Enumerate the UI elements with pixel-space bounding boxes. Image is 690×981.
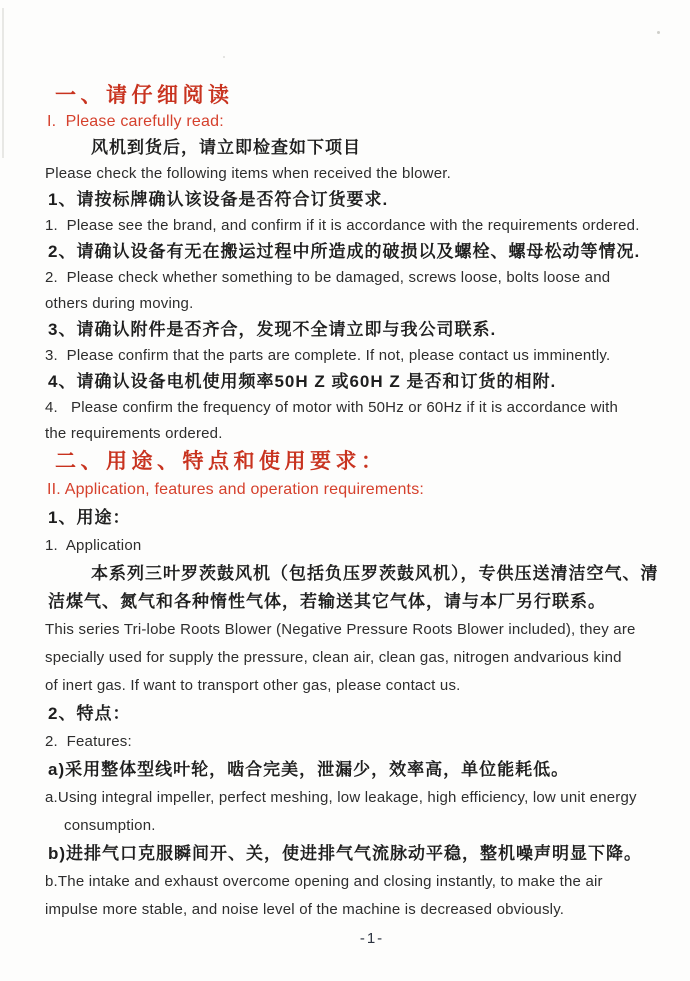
text-line-en: 1. Application <box>45 537 142 554</box>
text-line-en: 2. Please check whether something to be damaged, screws loose, bolts loose and <box>45 269 611 286</box>
text-line-en: Please check the following items when received the blower. <box>45 165 451 182</box>
text-line-cn: b)进排气口克服瞬间开、关，使进排气气流脉动平稳，整机噪声明显下降。 <box>48 844 643 863</box>
section-heading-cn: 一、请仔细阅读 <box>55 84 234 107</box>
text-line-en: This series Tri-lobe Roots Blower (Negative Pressure Roots Blower included), they are <box>45 621 636 638</box>
text-line-cn: 3、请确认附件是否齐合，发现不全请立即与我公司联系. <box>48 320 497 339</box>
text-line-cn: a)采用整体型线叶轮，啮合完美，泄漏少，效率高，单位能耗低。 <box>48 760 570 779</box>
section-heading-en: I. Please carefully read: <box>47 113 224 130</box>
text-line-en: 2. Features: <box>45 733 132 750</box>
text-line-en: 3. Please confirm that the parts are complete. If not, please contact us imminently. <box>45 347 611 364</box>
text-line-cn: 本系列三叶罗茨鼓风机（包括负压罗茨鼓风机），专供压送清洁空气、清 <box>91 564 659 583</box>
text-line-en: others during moving. <box>45 295 194 312</box>
text-line-en: 4. Please confirm the frequency of motor with 50Hz or 60Hz if it is accordance with <box>45 399 619 416</box>
text-line-cn: 洁煤气、氮气和各种惰性气体，若输送其它气体，请与本厂另行联系。 <box>48 592 606 611</box>
page-number: -1- <box>359 930 385 947</box>
text-line-en: consumption. <box>64 817 156 834</box>
text-line-en: specially used for supply the pressure, clean air, clean gas, nitrogen andvarious kind <box>45 649 622 666</box>
text-line-cn: 风机到货后，请立即检查如下项目 <box>91 138 361 157</box>
text-line-en: b.The intake and exhaust overcome opening and closing instantly, to make the air <box>45 873 603 890</box>
section-heading-cn: 二、用途、特点和使用要求： <box>55 450 387 473</box>
text-line-cn: 2、请确认设备有无在搬运过程中所造成的破损以及螺栓、螺母松动等情况. <box>48 242 641 261</box>
text-line-en: the requirements ordered. <box>45 425 223 442</box>
text-line-cn: 1、用途： <box>48 508 131 527</box>
text-line-en: 1. Please see the brand, and confirm if it is accordance with the requirements ordered. <box>45 217 640 234</box>
text-line-cn: 2、特点： <box>48 704 131 723</box>
text-line-cn: 4、请确认设备电机使用频率50H Z 或60H Z 是否和订货的相附. <box>48 372 557 391</box>
text-line-en: of inert gas. If want to transport other gas, please contact us. <box>45 677 461 694</box>
section-heading-en: II. Application, features and operation requirements: <box>47 481 425 498</box>
text-line-en: impulse more stable, and noise level of the machine is decreased obviously. <box>45 901 565 918</box>
text-line-cn: 1、请按标牌确认该设备是否符合订货要求. <box>48 190 389 209</box>
text-line-en: a.Using integral impeller, perfect meshing, low leakage, high efficiency, low unit energy <box>45 789 637 806</box>
